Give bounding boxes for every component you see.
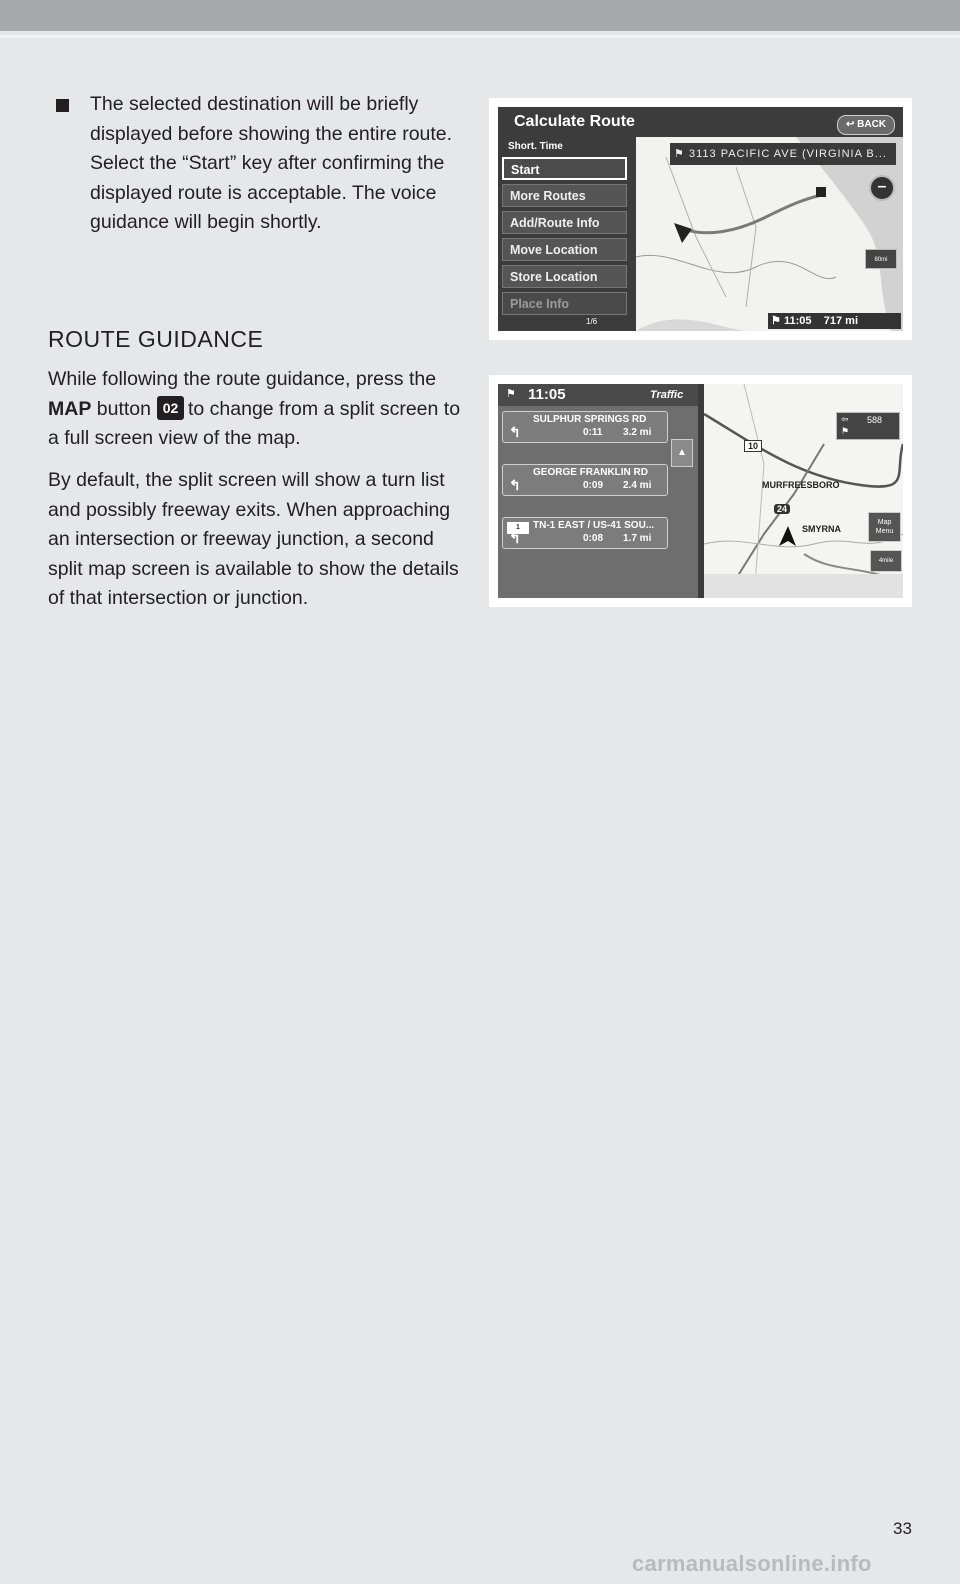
route-guidance-screenshot bbox=[489, 375, 912, 607]
menu-item-store-location[interactable]: Store Location bbox=[502, 265, 627, 288]
bullet-text: The selected destination will be briefly displayed before showing the entire route. Select the “Start” key after confirming the displayed route is acceptable. The voice guidance will begin shortly. bbox=[90, 93, 453, 233]
turn-item[interactable] bbox=[502, 464, 668, 496]
paragraph-map-button bbox=[48, 365, 473, 454]
menu-item-start[interactable]: Start bbox=[502, 157, 627, 180]
header-rule bbox=[0, 35, 960, 38]
section-title: ROUTE GUIDANCE bbox=[48, 326, 264, 352]
menu-item-move-location[interactable]: Move Location bbox=[502, 238, 627, 261]
turn-distance: 2.4 mi bbox=[623, 480, 652, 491]
route-type-label: Short. Time bbox=[508, 141, 563, 152]
map-scale-button[interactable]: 4mile bbox=[870, 550, 902, 572]
menu-item-place-info[interactable]: Place Info bbox=[502, 292, 627, 315]
turn-distance: 1.7 mi bbox=[623, 533, 652, 544]
remaining-value: 588 bbox=[867, 415, 883, 425]
destination-bar: ⚑ 3113 PACIFIC AVE (VIRGINIA B... bbox=[670, 143, 896, 165]
turn-item[interactable] bbox=[502, 517, 668, 549]
turn-distance: 3.2 mi bbox=[623, 427, 652, 438]
map-label-smyrna: SMYRNA bbox=[802, 524, 842, 534]
route-shield-10: 10 bbox=[744, 440, 762, 452]
map-scale-button[interactable]: 80mi bbox=[865, 249, 897, 269]
p1-button-word: button bbox=[96, 397, 151, 420]
back-label: BACK bbox=[857, 119, 887, 130]
route-guidance-screen bbox=[498, 384, 903, 598]
page-number: 33 bbox=[893, 1519, 912, 1538]
turn-left-icon: ↰ bbox=[509, 477, 521, 493]
map-key-label: MAP bbox=[48, 397, 92, 420]
watermark: carmanualsonline.info bbox=[632, 1551, 872, 1576]
bullet-square-icon bbox=[56, 99, 69, 112]
eta-time: 11:05 bbox=[783, 315, 812, 327]
p1-intro: While following the route guidance, press the bbox=[48, 368, 437, 390]
route-menu bbox=[502, 157, 627, 319]
paragraph-split-screen: By default, the split screen will show a turn list and possibly freeway exits. When approaching an intersection or freeway junction, a second split map screen is available to show the details of that intersection or junction. bbox=[48, 469, 459, 609]
turn-road: SULPHUR SPRINGS RD bbox=[533, 414, 647, 425]
scroll-up-button[interactable]: ▲ bbox=[671, 439, 693, 467]
turn-time: 0:09 bbox=[583, 480, 604, 491]
turn-item[interactable] bbox=[502, 411, 668, 443]
turn-time: 0:08 bbox=[583, 533, 604, 544]
calculate-route-screen bbox=[498, 107, 903, 331]
screen-title: Calculate Route bbox=[514, 113, 635, 130]
route-shield-24: 24 bbox=[774, 504, 790, 514]
turn-arrow-icon: ⇦ bbox=[841, 414, 849, 424]
p1-rest: to change from a split screen to a full screen view of the map. bbox=[48, 397, 461, 449]
callout-badge: 02 bbox=[157, 396, 184, 420]
turn-left-icon: ↰ bbox=[509, 424, 521, 440]
traffic-label[interactable]: Traffic bbox=[650, 389, 684, 401]
turn-road: GEORGE FRANKLIN RD bbox=[533, 467, 648, 478]
eta-distance: 717 mi bbox=[823, 315, 858, 327]
destination-label: 3113 PACIFIC AVE (VIRGINIA B... bbox=[688, 148, 887, 160]
map-label-murfreesboro: MURFREESBORO bbox=[762, 480, 840, 490]
calculate-route-screenshot bbox=[489, 98, 912, 340]
arrival-time: 11:05 bbox=[528, 386, 566, 403]
header-band bbox=[0, 0, 960, 31]
page-indicator: 1/6 bbox=[586, 317, 598, 326]
destination-flag-icon: ⚑ bbox=[841, 426, 850, 436]
zoom-out-button[interactable]: – bbox=[869, 175, 895, 201]
highway-shield-icon: 1 bbox=[507, 522, 529, 534]
route-map[interactable] bbox=[636, 137, 903, 331]
turn-left-icon: ↰ bbox=[509, 530, 521, 546]
menu-item-more-routes[interactable]: More Routes bbox=[502, 184, 627, 207]
bullet-note bbox=[56, 90, 466, 238]
turn-list-header bbox=[498, 384, 698, 406]
turn-time: 0:11 bbox=[583, 427, 603, 438]
menu-item-add-route-info[interactable]: Add/Route Info bbox=[502, 211, 627, 234]
route-map-graphic bbox=[636, 137, 903, 331]
route-flag-icon: ⚑ bbox=[506, 388, 516, 400]
turn-road: TN-1 EAST / US-41 SOU... bbox=[533, 520, 655, 531]
eta-bar: ⚑ 11:05 717 mi bbox=[768, 313, 901, 329]
back-button[interactable]: ↩ BACK bbox=[837, 115, 895, 135]
remaining-distance bbox=[836, 412, 900, 440]
map-menu-button[interactable]: Map Menu bbox=[868, 512, 901, 542]
turn-list bbox=[498, 406, 698, 598]
